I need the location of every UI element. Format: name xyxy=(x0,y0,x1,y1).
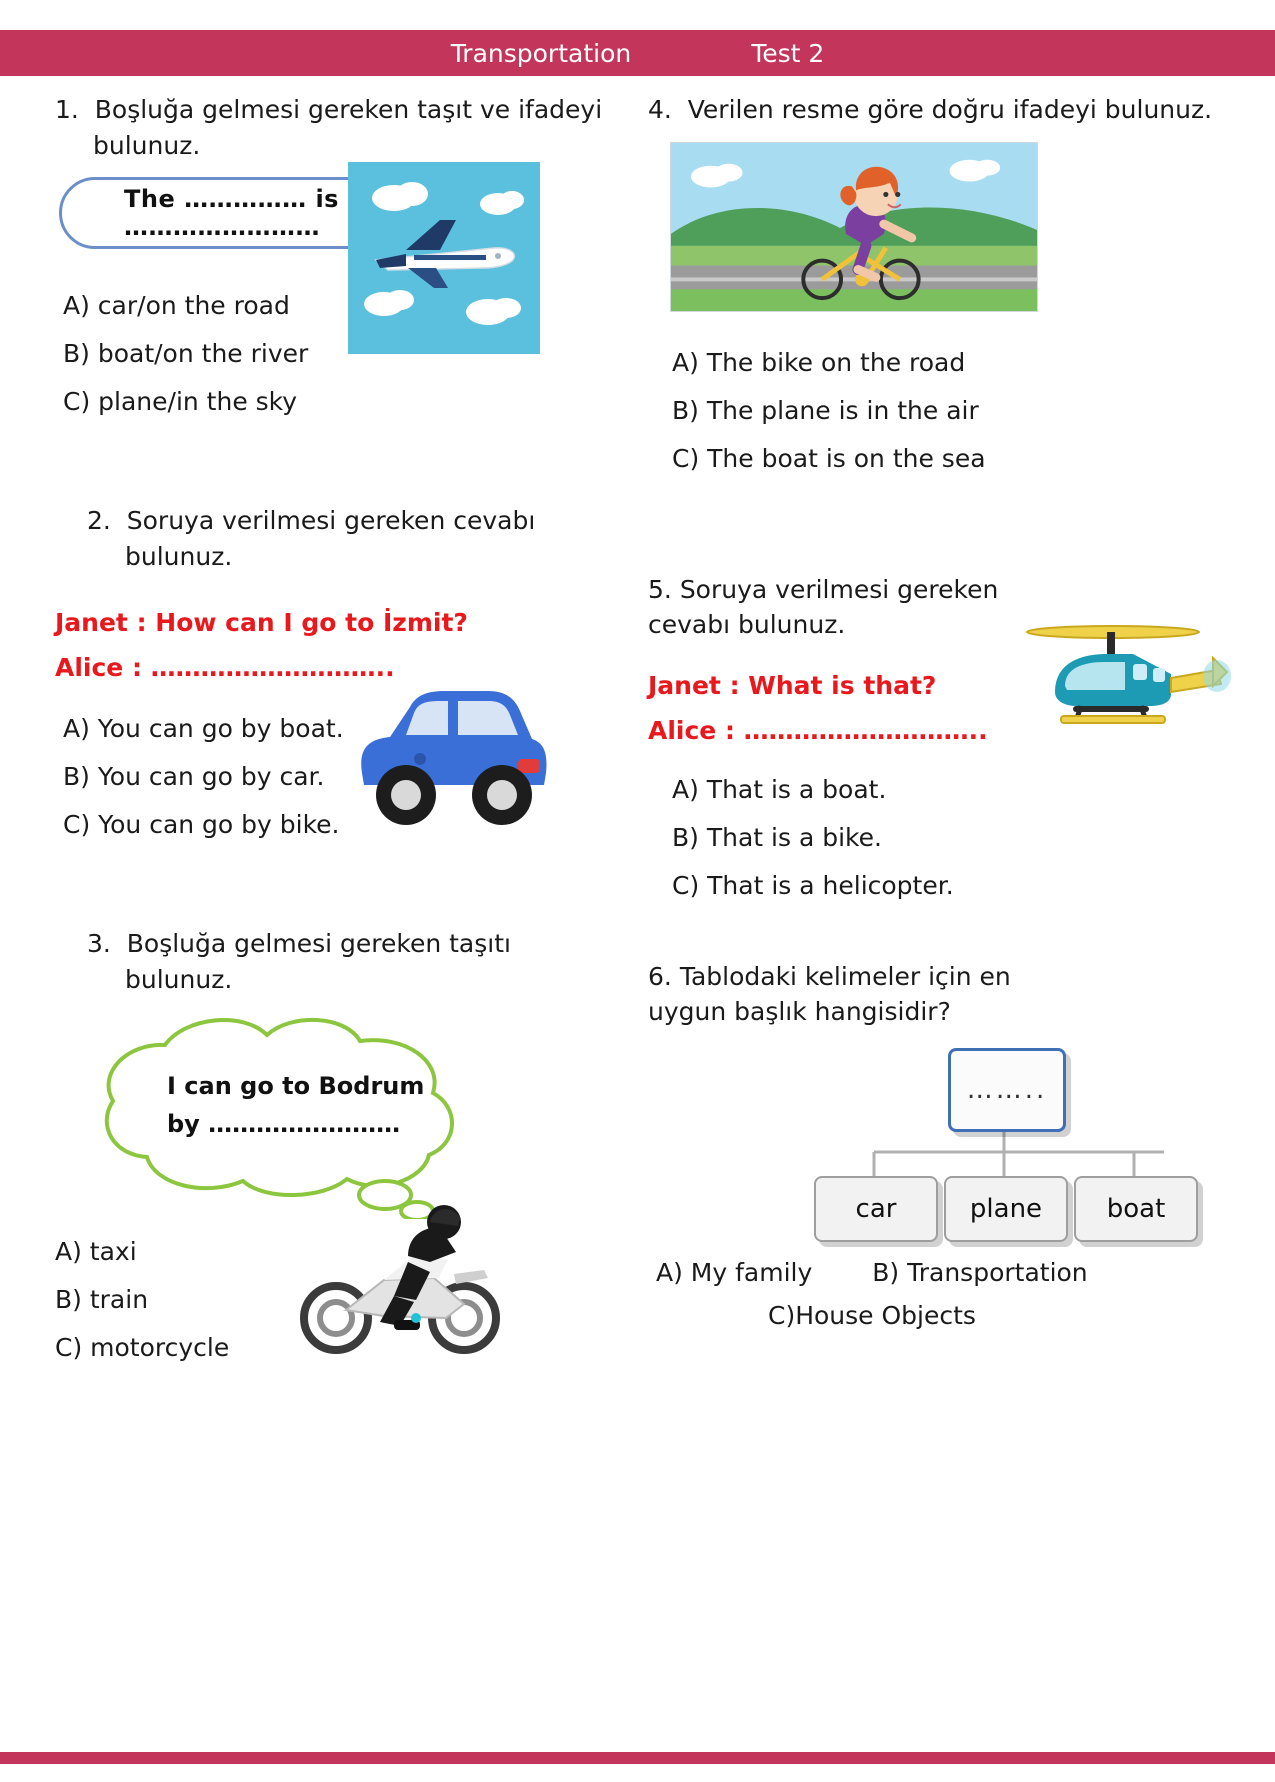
question-3-prompt xyxy=(55,926,615,997)
question-3-number: 3. xyxy=(87,929,111,958)
diagram-leaf-car: car xyxy=(814,1176,938,1242)
diagram-leaf-plane: plane xyxy=(944,1176,1068,1242)
cloud-line-1: I can go to Bodrum xyxy=(167,1072,425,1100)
question-6-number: 6. xyxy=(648,961,672,991)
diagram-leaf-boat: boat xyxy=(1074,1176,1198,1242)
question-2-prompt xyxy=(55,503,615,574)
question-3-option-b[interactable]: B) train xyxy=(55,1285,149,1314)
question-5-prompt xyxy=(648,572,1078,643)
question-1-option-a[interactable]: A) car/on the road xyxy=(63,291,290,320)
question-5-dialog-alice: Alice : ……………………….. xyxy=(648,715,988,745)
page-footer-bar xyxy=(0,1752,1275,1764)
question-5-text: Soruya verilmesi gereken cevabı bulunuz. xyxy=(648,574,999,639)
question-6-prompt xyxy=(648,959,1088,1030)
question-1-text: Boşluğa gelmesi gereken taşıt ve ifadeyi bulunuz. xyxy=(93,95,603,160)
question-2-option-a[interactable]: A) You can go by boat. xyxy=(63,714,344,743)
question-2-option-b[interactable]: B) You can go by car. xyxy=(63,762,325,791)
cloud-line-2: by …………………… xyxy=(167,1110,401,1139)
question-4-option-c[interactable]: C) The boat is on the sea xyxy=(672,443,986,473)
question-4-option-b[interactable]: B) The plane is in the air xyxy=(672,395,979,425)
question-5-option-c[interactable]: C) That is a helicopter. xyxy=(672,870,954,900)
question-1-blank-box: The …………… is …………………… xyxy=(59,177,499,249)
question-5 xyxy=(648,572,1223,901)
question-5-option-a[interactable]: A) That is a boat. xyxy=(672,774,887,804)
header-subject: Transportation xyxy=(450,38,632,68)
girl-riding-bike-image xyxy=(670,142,1038,312)
motorcycle-rider-image xyxy=(288,1200,513,1360)
question-6-option-a[interactable]: A) My family xyxy=(656,1257,813,1287)
question-6-option-b[interactable]: B) Transportation xyxy=(872,1257,1088,1287)
question-2-number: 2. xyxy=(87,506,111,535)
right-column xyxy=(648,92,1223,1338)
question-1-prompt xyxy=(55,92,615,163)
question-4-option-a[interactable]: A) The bike on the road xyxy=(672,347,966,377)
page-header xyxy=(0,30,1275,76)
question-3-cloud-text xyxy=(167,1067,457,1144)
header-test-label: Test 2 xyxy=(751,38,825,68)
question-3-text: Boşluğa gelmesi gereken taşıtı bulunuz. xyxy=(125,929,511,994)
question-6-text: Tablodaki kelimeler için en uygun başlık hangisidir? xyxy=(648,961,1011,1026)
question-3-option-c[interactable]: C) motorcycle xyxy=(55,1333,230,1362)
question-2-dialog-alice: Alice : ……………………….. xyxy=(55,653,395,682)
question-2-dialog-janet: Janet : How can I go to İzmit? xyxy=(55,608,468,637)
question-3-option-a[interactable]: A) taxi xyxy=(55,1237,137,1266)
question-5-option-b[interactable]: B) That is a bike. xyxy=(672,822,882,852)
question-4 xyxy=(648,92,1223,474)
blue-car-image xyxy=(348,655,553,840)
question-4-prompt xyxy=(648,92,1223,128)
question-5-number: 5. xyxy=(648,574,672,604)
question-1-number: 1. xyxy=(55,95,79,124)
question-2-text: Soruya verilmesi gereken cevabı bulunuz. xyxy=(125,506,536,571)
question-4-number: 4. xyxy=(648,95,672,124)
question-6-option-c[interactable]: C)House Objects xyxy=(768,1300,976,1330)
question-1-option-b[interactable]: B) boat/on the river xyxy=(63,339,309,368)
question-3-thought-cloud xyxy=(55,1009,485,1219)
question-5-dialog-janet: Janet : What is that? xyxy=(648,670,937,700)
question-4-text: Verilen resme göre doğru ifadeyi bulunuz. xyxy=(687,95,1213,124)
airplane-in-sky-image xyxy=(348,162,540,354)
question-2-option-c[interactable]: C) You can go by bike. xyxy=(63,810,340,839)
question-6-options xyxy=(648,1258,1223,1330)
diagram-top-node: …….. xyxy=(948,1048,1066,1132)
question-1-option-c[interactable]: C) plane/in the sky xyxy=(63,387,298,416)
question-6-diagram xyxy=(828,1048,1248,1238)
question-6 xyxy=(648,959,1223,1330)
